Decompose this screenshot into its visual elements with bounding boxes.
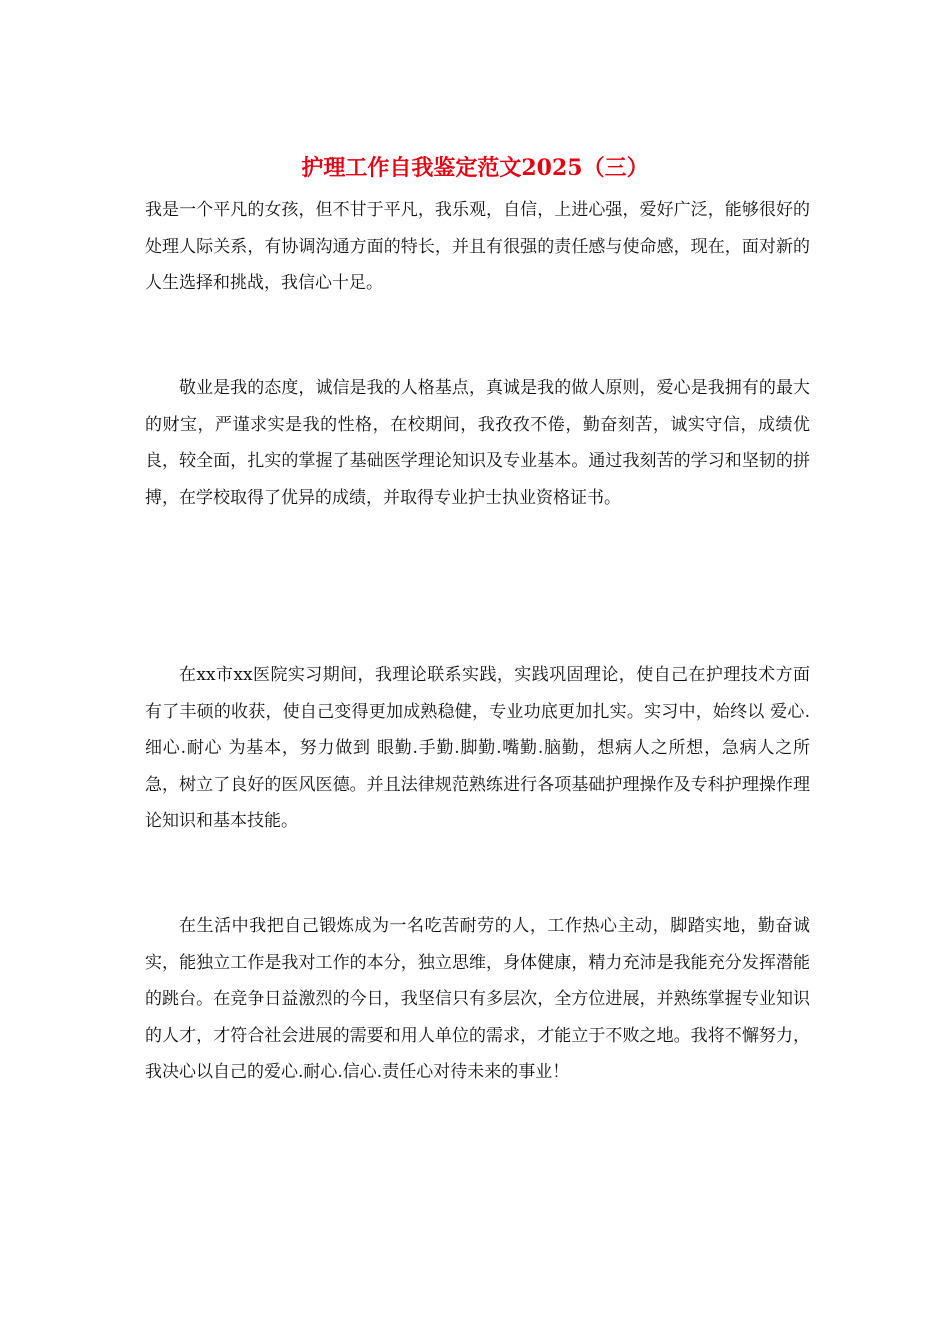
paragraph-attitude: 敬业是我的态度，诚信是我的人格基点，真诚是我的做人原则，爱心是我拥有的最大的财宝，严谨求实是我的性格，在校期间，我孜孜不倦，勤奋刻苦，诚实守信，成绩优良，较全面，扎实的掌握了基础医学理论知识及专业基本。通过我刻苦的学习和坚韧的拼搏，在学校取得了优异的成绩，并取得专业护士执业资格证书。 [145, 378, 810, 508]
paragraph-intro: 我是一个平凡的女孩，但不甘于平凡，我乐观，自信，上进心强，爱好广泛，能够很好的处理人际关系，有协调沟通方面的特长，并且有很强的责任感与使命感，现在，面对新的人生选择和挑战，我信心十足。 [145, 200, 810, 294]
paragraph-life: 在生活中我把自己锻炼成为一名吃苦耐劳的人，工作热心主动，脚踏实地，勤奋诚实，能独立工作是我对工作的本分，独立思维，身体健康，精力充沛是我能充分发挥潜能的跳台。在竞争日益激烈的今日，我坚信只有多层次，全方位进展，并熟练掌握专业知识的人才，才符合社会进展的需要和用人单位的需求，才能立于不败之地。我将不懈努力，我决心以自己的爱心.耐心.信心.责任心对待未来的事业！ [145, 916, 810, 1083]
paragraph-internship: 在xx市xx医院实习期间，我理论联系实践，实践巩固理论，使自己在护理技术方面有了丰硕的收获，使自己变得更加成熟稳健，专业功底更加扎实。实习中，始终以 爱心.细心.耐心 为基本，努力做到 眼勤.手勤.脚勤.嘴勤.脑勤，想病人之所想，急病人之所急，树立了良好的医风医德。并且法律规范熟练进行各项基础护理操作及专科护理操作理论知识和基本技能。 [145, 665, 810, 832]
page-title: 护理工作自我鉴定范文2025（三） [301, 155, 649, 181]
